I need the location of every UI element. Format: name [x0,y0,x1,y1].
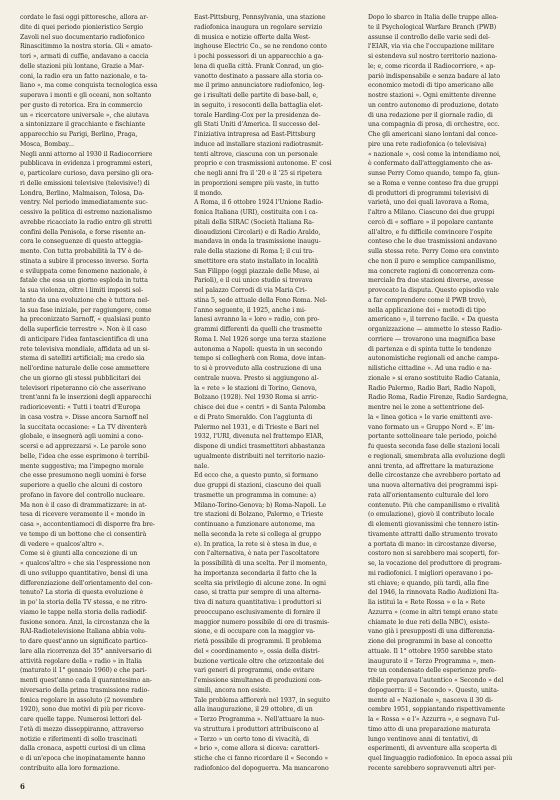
text-line: la « linea gotica » le varie emittenti ave- [368,413,493,421]
text-line: tiva di natura quantitativa: i produttori si [194,599,322,606]
text-line: nella applicazione dei « metodi di tipo [368,306,486,314]
text-line: sulla stessa rete. Perry Como era convinto [368,248,499,255]
page-number: 6 [20,782,25,791]
text-line: Tale problema affiorerà nel 1937, in seguito [194,696,330,704]
text-line: alla inaugurazione, il 29 ottobre, di un [194,706,313,714]
text-line: sti chiave; e quando, più tardi, alla fine [368,579,489,587]
text-line: (maturato il 1° gennaio 1960) e che pari- [20,667,147,675]
text-line: e sviluppata come fenomeno nazionale, è [20,267,148,275]
text-line: Come si è giunti alla concezione di un [20,550,138,558]
text-line: Ed ecco che, a questo punto, si formano [194,472,318,480]
text-line: Negli anni attorno al 1930 il Radiocorriere [20,150,153,158]
text-line: autonoma a Napoli: questa in un secondo [194,345,323,353]
text-line: merciale fra due stazioni diverse, avesse [368,277,494,285]
text-line: viamo le tappe nella storia della radiodif- [20,608,147,616]
text-line: caso, si tratta pur sempre di una alterna- [194,589,321,597]
text-line: rietà possibile di programmi. Il problema [194,638,322,645]
text-line: pariò indispensabile e senza badare al lato [368,72,500,80]
text-line: contribuito alla loro formazione. [20,764,120,772]
text-line: Azzurra » (come in altri tempi erano state [368,608,498,616]
text-line: cembre 1951, soppiantando rispettivamente [368,706,505,714]
text-line: chiamate le due reti della NBC), esiste- [368,618,490,626]
text-line: Dopo lo sbarco in Italia delle truppe allea- [368,14,499,21]
text-line: casa », accontentiamoci di disporre fra bre- [20,521,155,528]
text-line: me il primo annunciatore radiofonico, leg- [194,82,325,90]
text-line: recente sarebbero sopravvenuti altri per- [368,764,496,772]
text-line: Che gli americani siano lontani dal conce- [368,131,498,138]
text-column-left [20,13,188,773]
text-line: sunse Perry Como quando, tempo fa, giun- [368,170,500,177]
text-line: cora le conseguenze di questo atteggia- [20,238,143,246]
text-line: profano in favore del controllo nucleare. [20,491,145,499]
text-line: Bolzano (1928). Nel 1930 Roma si arric- [194,394,319,402]
text-line: di vedere « qualcos'altro ». [20,540,104,548]
text-line: lare alla ricorrenza del 35° anniversario di [20,647,152,655]
text-line: Mosca, Bombay... [20,140,74,148]
text-line: nale. [194,462,210,470]
text-line: tre stazioni di Bolzano, Palermo, e Trieste [194,511,324,519]
text-line: maggior numero possibile di ore di trasmis- [194,618,330,626]
text-line: nel palazzo Corrodi di via Maria Cri- [194,287,307,294]
text-line: « Terzo » un certo tono di vivacità, di [194,735,309,743]
text-line: stema di satelliti artificiali; ma credo sia [20,355,145,363]
text-line: zionale » si erano sostituite Radio Catania, [368,374,501,382]
text-line: rete televisiva mondiale, affidata ad un si- [20,345,150,353]
text-line: l'anno seguente, il 1925, anche i mi- [194,306,306,314]
text-line: la possibilità di una scelta. Per il momento, [194,560,328,567]
text-line: la sua fase iniziale, per raggiungere, come [20,306,152,314]
text-line: che non il puro e semplice campanilismo, [368,257,496,265]
text-line: Zavoli nel suo documentario radiofonico [20,33,145,41]
text-line: autonomistiche regionali ed anche campa- [368,355,500,363]
text-column-right [368,13,536,773]
text-column-middle [194,13,362,773]
text-line: e regionali, smembrata alla evoluzione degli [368,452,505,460]
text-line: un « ricercatore universale », che aiutava [20,111,149,119]
text-line: ha preconizzato Sarnoff, « qualsiasi punto [20,316,151,324]
text-line: del 1946, la rinnovata Radio Audizioni Ita- [368,589,499,597]
text-line: cercò di « soffiare » il popolare cantante [368,218,494,226]
text-line: lena di quella città. Frank Conrad, un gio- [194,62,324,70]
text-line: torale Harding-Cox per la presidenza de- [194,111,321,119]
text-line: nostre stazioni ». Ogni emittente divenne [368,92,496,99]
text-line: a portata di mano: in circostanze diverse, [368,540,497,548]
text-line: dalla cronaca, aspetti curiosi di un clima [20,745,146,753]
text-line: americano », il terreno facile. « Da questa [368,316,499,324]
text-line: Palermo nel 1931, e di Trieste e Bari nel [194,423,319,431]
text-line: a sintonizzare il gracchiante e fischiante [20,121,146,129]
text-line: fu questa seconda fase delle stazioni locali [368,443,500,450]
text-line: ribile preparava l'autentico « Secondo » del [368,677,504,684]
text-line: tre un condensato delle esperienze prefe- [368,667,497,675]
text-line: che esse presumono negli uomini è forse [20,472,147,480]
text-line: contenuto. Più che campanilismo e rivalità [368,501,500,509]
text-line: notizie e riferimenti di sollo trascinati [20,735,137,743]
text-line: apparecchio su Parigi, Berlino, Praga, [20,131,138,138]
text-line: superiore a quello che alcuni di costoro [20,482,143,489]
text-line: una compagnia di prosa, di orchestre, ecc. [368,121,500,129]
text-line: la « Rossa » e l'« Azzurra », e segnava l'ul- [368,716,500,723]
text-line: inaugurato il « Terzo Programma », men- [368,657,496,665]
text-line: delle circostanze che avrebbero portato ad [368,472,501,480]
text-line: ge i risultati delle partite di base-ball, e, [194,92,319,99]
text-line: stinata a subire il processo inverso. Sorta [20,257,149,265]
text-line: va struttura i produttori attribuiscono al [194,725,319,733]
text-line: varietà, uno dei quali lavorava a Roma, [368,199,489,207]
text-line: dite di quei periodo pionieristico Sergio [20,23,143,31]
text-line: globale, e insegnerà agli uomini a cono- [20,433,144,441]
text-line: lungo ventinove anni di tentativi, di [368,735,478,743]
text-line: che negli anni fra il '20 e il '25 si ripetera [194,170,322,177]
text-line: Radio Roma, Radio Firenze, Radio Sardegna, [368,394,508,402]
text-line: menti quest'anno cada il quarantesimo an- [20,677,152,684]
text-line: 1932, l'URI, divenuta nel frattempo EIAR, [194,433,324,441]
text-line: ma concrete ragioni di concorrenza com- [368,267,496,275]
text-line: l'età di mezzo disseppiranno, attraverso [20,725,144,733]
text-line: inghouse Electric Co., se ne rendono conto [194,43,327,51]
text-line: tenuto? La storia di questa evoluzione è [20,589,144,597]
text-line: tenti altrove, ciascuna con un personale [194,150,318,158]
text-line: buzione verticale oltre che orizzontale dei [194,657,324,665]
text-line: pitali della SIRAC (Società Italiana Ra- [194,218,314,226]
text-line: induce ad installare stazioni radiotrasmit- [194,140,324,148]
text-line: delle stazioni più lontane, Grazie a Mar- [20,62,144,70]
text-line: centrale nuova. Presto si aggiungono al- [194,374,319,382]
text-line: di produttori di programmi televisivi di [368,189,489,197]
text-line: Rinascitimmo la nostra storia. Gli « amato- [20,43,153,51]
text-line: due gruppi di stazioni, ciascuno dei quali [194,482,321,489]
text-line: liano », ma come conquista tecnologica essa [20,82,158,90]
text-line: di elementi giovanissimi che tennero istin- [368,521,500,528]
text-line: e). In pratica, la rete si è stesa in due, e [194,540,317,548]
text-line: East-Pittsburg, Pennsylvania, una stazione [194,14,326,21]
text-line: attività regolare della « radio » in Italia [20,657,142,665]
text-line: sione, e di occupare con la maggior va- [194,628,316,636]
text-line: scelta sia privilegio di alcune zone. In ogni [194,579,326,587]
text-line: RAI-Radiotelevisione Italiana abbia volu- [20,628,146,636]
text-line: ugualmente distribuiti nel territorio nazio- [194,452,326,460]
text-line: belle, l'idea che esse esprimono è terribil- [20,452,150,460]
text-line: di anticipare l'idea fantascientifica di una [20,335,149,343]
text-line: ri delle emissioni televisive (televisive!) di [20,179,150,187]
text-line: attuale. Il 1° ottobre 1950 sarebbe stato [368,647,493,655]
text-line: cordate le fasi oggi pittoresche, allora ar- [20,14,149,21]
text-line: è confermato dall'atteggiamento che as- [368,160,493,168]
text-line: di uno sviluppo quantitativo, bensì di una [20,569,148,577]
text-line: grammi differenti da quelli che trasmette [194,326,323,333]
text-line: confini della Penisola, e forse risente an- [20,228,146,236]
text-line: proprio e con trasmissioni autonome. E' così [194,160,332,168]
text-line: dispone di undici trasmettitori abbastanza [194,443,326,450]
text-line: smettitore era stato installato in località [194,257,319,265]
text-line: (o emulazione), giovò il contributo locale [368,511,495,519]
text-line: stina 5, sede attuale della Fono Roma. Nel- [194,296,327,304]
text-line: con l'alternativa, è nata per l'ascoltatore [194,550,320,558]
text-line: coni, la radio era un fatto nazionale, e ta- [20,72,148,80]
text-line: vano formato un « Gruppo Nord ». E' im- [368,423,495,431]
text-line: Roma I. Nel 1926 sorge una terza stazione [194,335,327,343]
text-line: vanotto destinato a passare alla storia co- [194,72,324,80]
text-line: di partenza e di spinta tutte le tendenze [368,345,492,353]
text-line: il mondo. [194,189,223,197]
text-line: l'iniziativa intrapresa ad East-Pittsburg [194,131,316,138]
text-line: tori », armati di cuffie, andavano a caccia [20,53,149,60]
text-line: trasmette un programma in comune: a) [194,491,316,499]
text-line: i pochi possessori di un apparecchio a ga- [194,53,324,60]
text-line: mentre nei le zone a settentrione del- [368,404,485,411]
text-line: rale della stazione di Roma I; il cui tra- [194,248,315,255]
text-line: le; e, come ricorda il Radiocorriere, « ap- [368,62,496,70]
text-line: ve tempo di un bottone che ci consentirà [20,530,147,538]
text-line: la succitata occasione: « La TV diventerà [20,423,147,431]
text-line: un centro autonomo di produzione, dotato [368,101,499,109]
text-line: lanesi avranno la « loro » radio, con pro- [194,316,320,324]
text-line: pire una rete radiofonica (o televisiva) [368,140,487,148]
text-line: San Filippo (oggi piazzale delle Muse, ai [194,267,320,275]
text-line: dioaudizioni Circolari) e di Radio Araldo, [194,228,321,236]
text-line: simili, ancora non esiste. [194,686,271,694]
text-line: si estendeva sul nostro territorio naziona- [368,53,498,60]
text-line: se, la vocazione del produttore di program- [368,560,502,567]
text-line: assunse il controllo delle varie sedi del- [368,33,491,41]
text-line: all'altro, e fu difficile convincere l'ospite [368,228,493,236]
text-line: fonica Italiana (URI), costituita con i ca- [194,209,318,216]
text-line: to dare quest'anno un significato partico- [20,638,148,645]
text-line: dopoguerra: il « Secondo ». Questo, unita- [368,686,499,694]
text-line: mandava in onda la trasmissione inaugu- [194,238,321,246]
text-line: fatale che essa un giorno esploda in tutta [20,277,148,285]
text-line: « qualcos'altro » che sia l'espressione non [20,560,151,567]
text-line: stiche che ci fanno ricordare il « Secondo » [194,755,329,762]
text-line: superava i monti e gli oceani, non soltanto [20,92,152,99]
text-line: portante sottolineare tale periodo, poiché [368,433,497,441]
text-line: mente al « Nazionale », nasceva il 30 di- [368,696,493,704]
text-line: « Terzo Programma ». Nell'attuare la nuo- [194,716,325,723]
text-line: tempo si collegherà con Roma, dove intan- [194,355,326,363]
text-line: corriere — trovarono una magnifica base [368,335,496,343]
text-line: Londra, Berlino, Malmaison, Tolosa, Da- [20,189,145,197]
text-line: radiofonico del dopoguerra. Ma mancarono [194,764,329,772]
text-line: nella seconda la rete si collega al gruppo [194,530,321,538]
text-line: costoro non si sarebbero mai scoperti, for- [368,550,500,558]
text-line: to si è provveduto alla costruzione di una [194,365,322,372]
text-line: in po' la storia della TV stessa, e ne ritro- [20,599,148,606]
text-line: tanto da una evoluzione che è tuttora nel- [20,296,150,304]
text-line: chisce dei due « centri » di Santa Palomba [194,404,326,411]
text-line: in seguito, i resoconti della battaglia elet- [194,101,323,109]
text-line: continuano a funzionare autonome, ma [194,521,315,528]
text-line: della superficie terrestre ». Non è il caso [20,326,147,333]
text-line: pubblicava in evidenza i programmi esteri, [20,160,153,168]
text-line: mi radiofonici. I migliori operavano i po- [368,569,493,577]
text-line: e, particolare curioso, dava persino gli ora- [20,170,154,177]
text-line: e di un'epoca che inopinatamente hanno [20,755,146,762]
text-line: differenziazione dell'orientamento del con- [20,579,153,587]
text-line: conteso che le due trasmissioni andavano [368,238,497,246]
text-line: la sua violenza, oltre i limiti imposti sol- [20,287,144,294]
text-line: preoccupano esclusivamente di fornire il [194,608,321,616]
text-line: fusione sonora. Anzi, la circostanza che la [20,618,150,626]
text-line: tivamente attratti dallo strumento trovato [368,530,498,538]
text-line: economico metodi di tipo americano alle [368,82,494,90]
text-line: vano già i presupposti di una differenzia- [368,628,495,636]
text-line: care quelle tappe. Numerosi lettori del- [20,716,143,723]
text-line: 1920), sono due motivi di più per ricove- [20,706,146,714]
text-line: organizzazione — ammette lo stesso Radio- [368,326,503,333]
text-line: « nazionale », così come la intendiamo noi, [368,150,501,158]
text-line: vari generi di programmi, onde evitare [194,667,315,675]
text-line: radiofonica inaugura un regolare servizio [194,23,323,31]
text-line: mente suggestiva; ma l'impegno morale [20,462,144,470]
text-line: ha importanza secondaria il fatto che la [194,569,317,577]
text-line: gli Stati Uniti d'America. Il successo del- [194,121,320,129]
text-line: nell'ordine naturale delle cose ammettere [20,365,150,372]
text-line: trent'anni fa le inserzioni degli apparecchi [20,394,152,402]
text-line: di una redazione per il giornale radio, di [368,111,493,119]
text-line: niversario della prima trasmissione radio- [20,686,150,694]
text-line: Milano-Torino-Genova; b) Roma-Napoli. Le [194,501,327,509]
text-line: avrebbe ricacciato la radio entro gli stretti [20,218,152,226]
text-line: te il Psychological Warfare Branch (PWB) [368,23,497,31]
text-line: mento. Con tutta probabilità la TV è de- [20,248,143,255]
text-line: a far comprendere come il PWB trovò, [368,296,487,304]
text-line: « brio », come allora si diceva: caratteri- [194,745,320,753]
text-line: di musica e notizie offerte dalla West- [194,33,311,41]
text-line: fonica regolare in assoluto (2 novembre [20,696,144,704]
text-line: esperimenti, di avventure alla scoperta di [368,745,497,753]
text-line: A Roma, il 6 ottobre 1924 l'Unione Radio- [194,199,324,207]
text-line: la « rete » le stazioni di Torino, Genova, [194,384,317,392]
text-line: anni trenta, ad affrettare la maturazione [368,462,494,470]
text-line: radioriceventi: « Tutti i teatri d'Europa [20,404,141,411]
text-line: provocato la disputa. Questo episodio vale [368,287,499,294]
text-line: ventry. Nel periodo immediatamente suc- [20,199,148,207]
text-line: che un giorno gli stessi pubblicitari dei [20,374,141,382]
text-line: nilistiche cittadine ». Ad una radio e na- [368,365,492,372]
text-line: una nuova alternativa dei programmi ispi- [368,482,499,489]
text-line: se a Roma e venne conteso fra due gruppi [368,179,499,187]
text-line: televisori ripeteranno ciò che asserivano [20,384,146,392]
text-line: del « coordinamento », ossia della distri- [194,647,320,655]
text-line: Parioli), e il cui unico studio si trovava [194,277,313,285]
text-line: in casa vostra ». Disse ancora Sarnoff nel [20,413,149,421]
text-line: scersi e ad apprezzarsi ». Le parole sono [20,443,147,450]
text-line: in proporzioni sempre più vaste, in tutto [194,179,319,187]
text-line: timo atto di una preparazione maturata [368,725,491,733]
text-line: l'emissione simultanea di produzioni con- [194,677,322,684]
text-line: zione dei programmi in base al concetto [368,638,493,645]
text-line: e di Prato Smeraldo. Con l'aggiunta di [194,413,313,421]
text-line: lia istituì la « Rete Rossa » e la « Rete [368,599,486,606]
text-line: cessivo la politica di estremo nazionalismo [20,209,152,216]
text-line: l'EIAR, via via che l'occupazione militare [368,43,495,51]
text-line: quel linguaggio radiofonico. In epoca assai più [368,755,513,762]
text-line: Ma non è il caso di drammatizzare: in at- [20,501,147,509]
text-line: per gusto di retorica. Era in commercio [20,101,143,109]
text-line: tesa di ricevere veramente il « mondo in [20,511,145,519]
text-line: rata all'orientamento culturale del loro [368,491,489,499]
text-line: Radio Palermo, Radio Bari, Radio Napoli, [368,384,496,392]
text-line: l'altro a Milano. Ciascuno dei due gruppi [368,209,495,216]
